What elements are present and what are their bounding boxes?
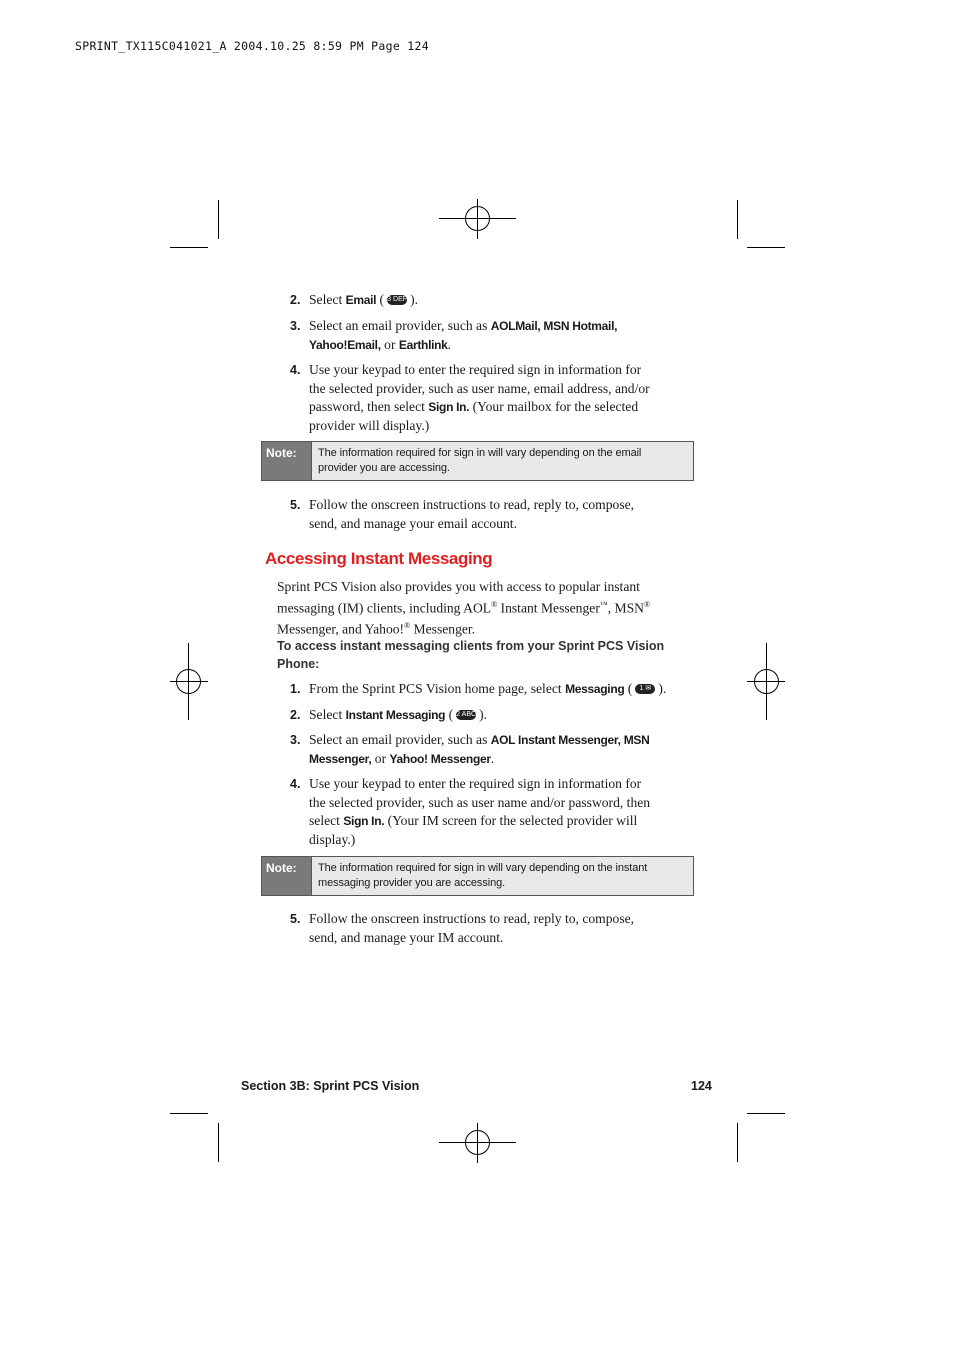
key-2-icon: 2 ABC [456, 710, 477, 718]
registration-circle [465, 206, 490, 231]
crop-mark [747, 1113, 785, 1114]
im-step-1: 1. From the Sprint PCS Vision home page, select Messaging ( 1 ✉ ). [290, 681, 667, 696]
note-label: Note: [262, 857, 311, 895]
crop-mark [218, 200, 219, 239]
registration-circle [465, 1130, 490, 1155]
footer-page-number: 124 [691, 1079, 712, 1093]
email-step-4: 4. Use your keypad to enter the required sign in information for the selected provider, such as user name, email address, and/or password, then select Sign In. (Your mailbox for the selected provider will display.) [290, 362, 650, 433]
im-step-2: 2. Select Instant Messaging ( 2 ABC ). [290, 707, 488, 722]
crop-mark [170, 1113, 208, 1114]
section-heading: Accessing Instant Messaging [265, 549, 493, 568]
note-label: Note: [262, 442, 311, 480]
note-text: The information required for sign in will vary depending on the email provider you are accessing. [311, 442, 693, 480]
registration-circle [176, 669, 201, 694]
im-step-3: 3. Select an email provider, such as AOL Instant Messenger, MSN Messenger, or Yahoo! Messenger. [290, 732, 650, 766]
note-text: The information required for sign in will vary depending on the instant messaging provider you are accessing. [311, 857, 693, 895]
intro-paragraph: Sprint PCS Vision also provides you with access to popular instant messaging (IM) clients, including AOL® Instant Messenger™, MSN® Messenger, and Yahoo!® Messenger. [277, 579, 651, 637]
note-box-email [261, 441, 694, 481]
email-step-5: 5. Follow the onscreen instructions to read, reply to, compose, send, and manage your email account. [290, 497, 635, 531]
crop-mark [737, 1123, 738, 1162]
footer-section: Section 3B: Sprint PCS Vision [241, 1079, 420, 1093]
im-step-4: 4. Use your keypad to enter the required sign in information for the selected provider, such as user name and/or password, then select Sign In. (Your IM screen for the selected provider will display.) [290, 776, 651, 847]
im-step-5: 5. Follow the onscreen instructions to read, reply to, compose, send, and manage your IM account. [290, 911, 635, 945]
crop-mark [737, 200, 738, 239]
crop-mark [218, 1123, 219, 1162]
crop-mark [170, 247, 208, 248]
email-step-2: 2. Select Email ( 3 DEF ). [290, 292, 419, 307]
registration-circle [754, 669, 779, 694]
key-3-icon: 3 DEF [387, 295, 408, 303]
procedure-lead: To access instant messaging clients from your Sprint PCS Vision Phone: [277, 639, 665, 671]
print-slug: SPRINT_TX115C041021_A 2004.10.25 8:59 PM Page 124 [75, 39, 429, 53]
note-box-im [261, 856, 694, 896]
email-step-3: 3. Select an email provider, such as AOLMail, MSN Hotmail, Yahoo!Email, or Earthlink. [290, 318, 618, 352]
crop-mark [747, 247, 785, 248]
key-1-icon: 1 ✉ [635, 684, 655, 694]
